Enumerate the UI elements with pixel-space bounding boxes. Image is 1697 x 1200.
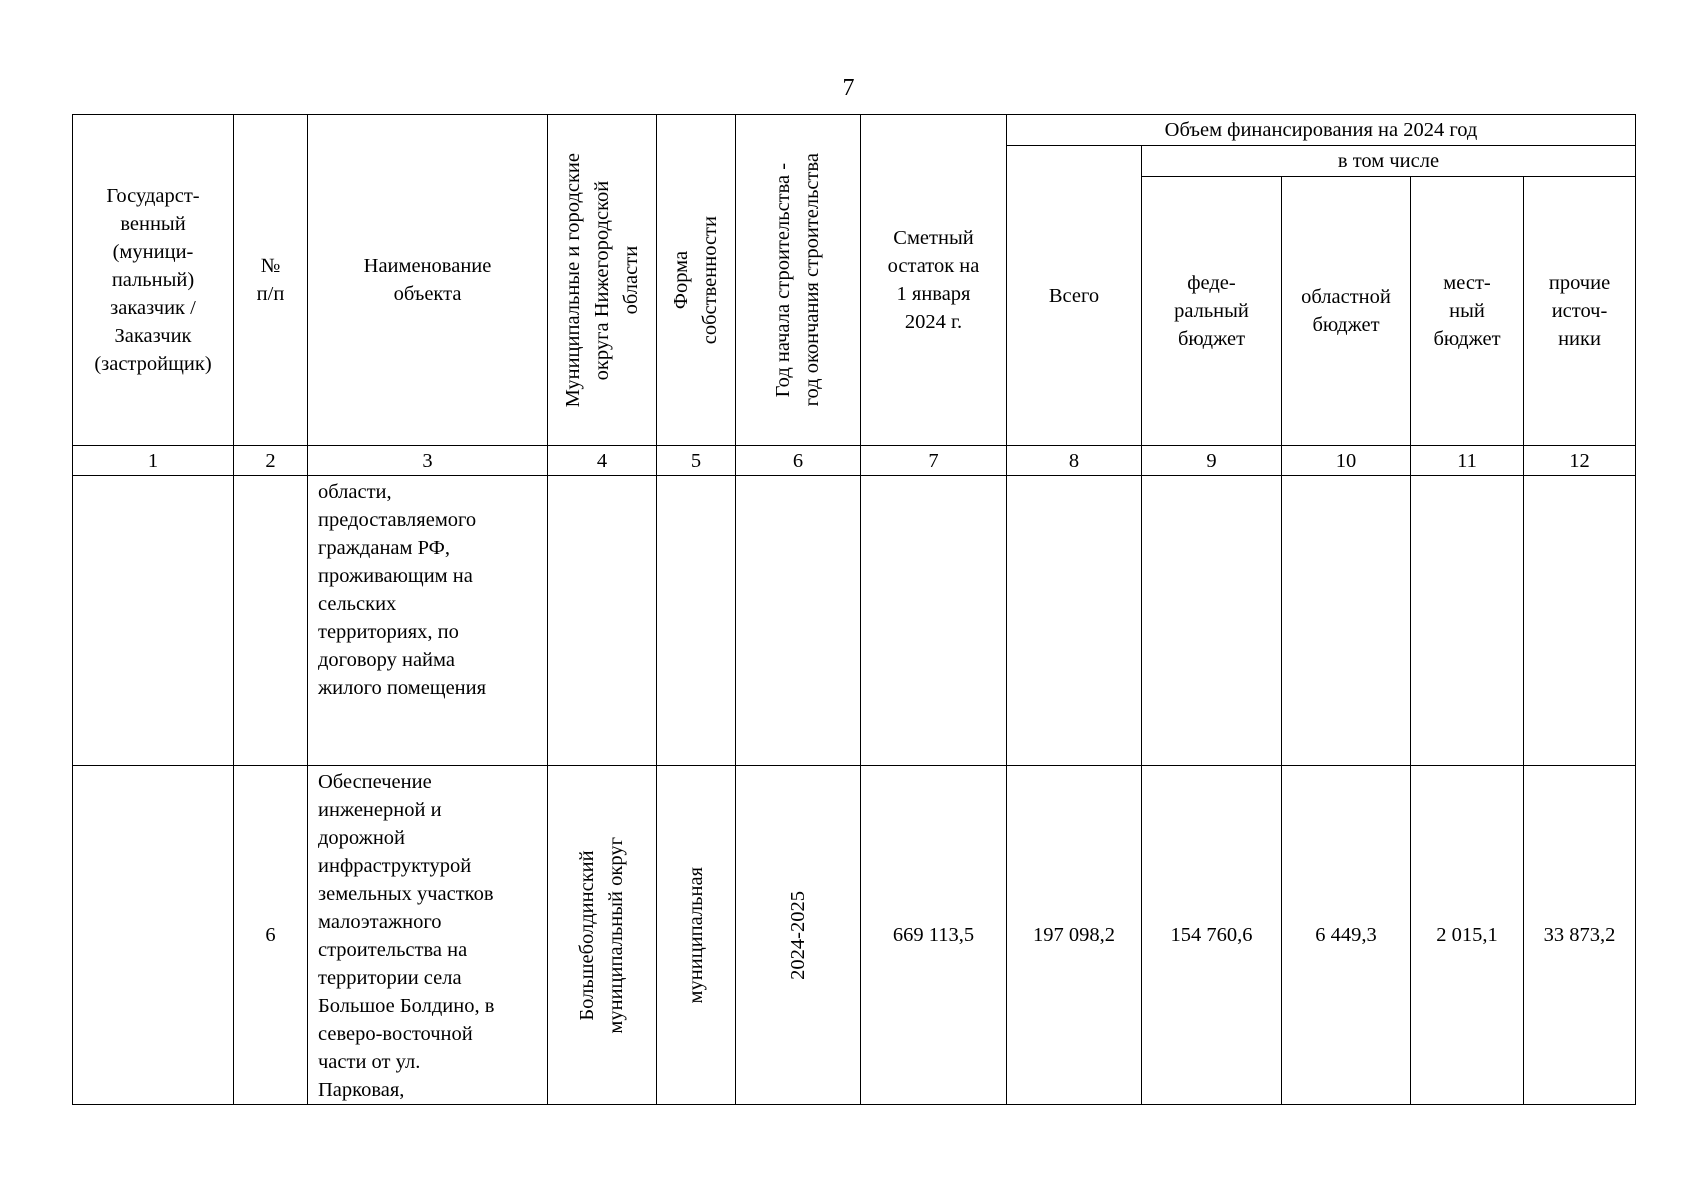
cell-federal: 154 760,6 xyxy=(1142,766,1282,1105)
column-number: 4 xyxy=(548,446,657,476)
cell-estimated-balance xyxy=(861,476,1007,766)
cell-customer xyxy=(73,766,234,1105)
column-number: 1 xyxy=(73,446,234,476)
page-number: 7 xyxy=(842,75,855,101)
cell-regional: 6 449,3 xyxy=(1282,766,1411,1105)
header-including: в том числе xyxy=(1142,146,1636,177)
column-number: 5 xyxy=(657,446,736,476)
header-years: Год начала строительства - год окончания строительства xyxy=(736,115,861,446)
header-total: Всего xyxy=(1007,146,1142,446)
column-number: 12 xyxy=(1524,446,1636,476)
column-number: 6 xyxy=(736,446,861,476)
cell-customer xyxy=(73,476,234,766)
header-row xyxy=(73,115,1636,146)
table-row xyxy=(73,766,1636,1105)
financing-table xyxy=(72,114,1636,1105)
cell-local: 2 015,1 xyxy=(1411,766,1524,1105)
cell-ownership xyxy=(657,476,736,766)
cell-regional xyxy=(1282,476,1411,766)
header-number: № п/п xyxy=(234,115,308,446)
cell-other: 33 873,2 xyxy=(1524,766,1636,1105)
cell-number xyxy=(234,476,308,766)
column-number: 3 xyxy=(308,446,548,476)
header-customer: Государст- венный (муници- пальный) заказчик / Заказчик (застройщик) xyxy=(73,115,234,446)
header-local: мест- ный бюджет xyxy=(1411,177,1524,446)
cell-years xyxy=(736,476,861,766)
cell-municipality: Большеболдинский муниципальный округ xyxy=(548,766,657,1105)
column-number: 11 xyxy=(1411,446,1524,476)
cell-municipality xyxy=(548,476,657,766)
cell-object-name: Обеспечение инженерной и дорожной инфраструктурой земельных участков малоэтажного строительства на территории села Большое Болдино, в северо-восточной части от ул. Парковая, xyxy=(308,766,548,1105)
column-number: 7 xyxy=(861,446,1007,476)
cell-local xyxy=(1411,476,1524,766)
cell-total: 197 098,2 xyxy=(1007,766,1142,1105)
header-estimated-balance: Сметный остаток на 1 января 2024 г. xyxy=(861,115,1007,446)
cell-years: 2024-2025 xyxy=(736,766,861,1105)
cell-number: 6 xyxy=(234,766,308,1105)
cell-other xyxy=(1524,476,1636,766)
column-number-row xyxy=(73,446,1636,476)
header-object-name: Наименование объекта xyxy=(308,115,548,446)
column-number: 2 xyxy=(234,446,308,476)
cell-federal xyxy=(1142,476,1282,766)
header-ownership: Форма собственности xyxy=(657,115,736,446)
header-municipality: Муниципальные и городские округа Нижегородской области xyxy=(548,115,657,446)
header-federal: феде- ральный бюджет xyxy=(1142,177,1282,446)
cell-total xyxy=(1007,476,1142,766)
table-row xyxy=(73,476,1636,766)
cell-ownership: муниципальная xyxy=(657,766,736,1105)
column-number: 9 xyxy=(1142,446,1282,476)
header-other: прочие источ- ники xyxy=(1524,177,1636,446)
cell-estimated-balance: 669 113,5 xyxy=(861,766,1007,1105)
cell-object-name: области, предоставляемого гражданам РФ, проживающим на сельских территориях, по договору найма жилого помещения xyxy=(308,476,548,766)
column-number: 8 xyxy=(1007,446,1142,476)
header-regional: областной бюджет xyxy=(1282,177,1411,446)
header-financing-volume: Объем финансирования на 2024 год xyxy=(1007,115,1636,146)
column-number: 10 xyxy=(1282,446,1411,476)
